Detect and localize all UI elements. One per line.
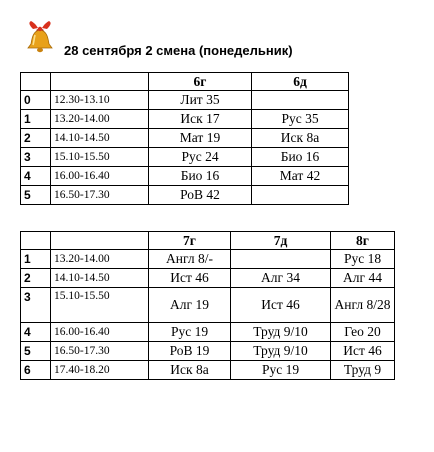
lesson-time: 16.50-17.30 bbox=[51, 342, 149, 361]
table-row bbox=[21, 250, 395, 269]
lesson-time: 13.20-14.00 bbox=[51, 110, 149, 129]
lesson-cell: Алг 19 bbox=[149, 288, 231, 323]
header-cell: 7д bbox=[231, 232, 331, 250]
table-row bbox=[21, 342, 395, 361]
page-title: 28 сентября 2 смена (понедельник) bbox=[64, 43, 293, 58]
table-header-row bbox=[21, 232, 395, 250]
lesson-cell: Труд 9/10 bbox=[231, 323, 331, 342]
lesson-number: 1 bbox=[21, 250, 51, 269]
lesson-cell: РоВ 19 bbox=[149, 342, 231, 361]
lesson-cell: Ист 46 bbox=[231, 288, 331, 323]
lesson-number: 4 bbox=[21, 167, 51, 186]
header-cell bbox=[51, 73, 149, 91]
table-row bbox=[21, 288, 395, 323]
lesson-cell bbox=[231, 250, 331, 269]
header-cell bbox=[21, 232, 51, 250]
lesson-cell: Труд 9/10 bbox=[231, 342, 331, 361]
lesson-time: 14.10-14.50 bbox=[51, 129, 149, 148]
lesson-cell: РоВ 42 bbox=[149, 186, 252, 205]
lesson-time: 12.30-13.10 bbox=[51, 91, 149, 110]
table-row bbox=[21, 186, 349, 205]
lesson-cell: Мат 19 bbox=[149, 129, 252, 148]
lesson-cell bbox=[252, 91, 349, 110]
table-row bbox=[21, 110, 349, 129]
header-cell: 6д bbox=[252, 73, 349, 91]
schedule-table-7-8 bbox=[20, 231, 395, 380]
lesson-cell: Рус 35 bbox=[252, 110, 349, 129]
lesson-cell: Лит 35 bbox=[149, 91, 252, 110]
lesson-time: 15.10-15.50 bbox=[51, 288, 149, 323]
lesson-time: 16.00-16.40 bbox=[51, 323, 149, 342]
lesson-number: 5 bbox=[21, 186, 51, 205]
header-cell bbox=[21, 73, 51, 91]
lesson-cell: Труд 9 bbox=[331, 361, 395, 380]
lesson-cell: Англ 8/28 bbox=[331, 288, 395, 323]
lesson-number: 1 bbox=[21, 110, 51, 129]
lesson-number: 0 bbox=[21, 91, 51, 110]
lesson-time: 16.00-16.40 bbox=[51, 167, 149, 186]
table-row bbox=[21, 361, 395, 380]
header-cell: 7г bbox=[149, 232, 231, 250]
table-row bbox=[21, 269, 395, 288]
lesson-cell: Ист 46 bbox=[149, 269, 231, 288]
bell-with-bow-icon bbox=[24, 20, 56, 56]
lesson-cell: Рус 19 bbox=[231, 361, 331, 380]
header-cell: 6г bbox=[149, 73, 252, 91]
lesson-time: 13.20-14.00 bbox=[51, 250, 149, 269]
lesson-number: 3 bbox=[21, 288, 51, 323]
schedule-table-6 bbox=[20, 72, 349, 205]
lesson-cell: Алг 44 bbox=[331, 269, 395, 288]
lesson-cell: Био 16 bbox=[252, 148, 349, 167]
lesson-cell: Рус 18 bbox=[331, 250, 395, 269]
lesson-number: 2 bbox=[21, 269, 51, 288]
lesson-time: 15.10-15.50 bbox=[51, 148, 149, 167]
lesson-number: 4 bbox=[21, 323, 51, 342]
table-row bbox=[21, 148, 349, 167]
table-header-row bbox=[21, 73, 349, 91]
table-row bbox=[21, 91, 349, 110]
lesson-number: 3 bbox=[21, 148, 51, 167]
lesson-cell bbox=[252, 186, 349, 205]
lesson-cell: Иск 17 bbox=[149, 110, 252, 129]
lesson-time: 17.40-18.20 bbox=[51, 361, 149, 380]
lesson-cell: Рус 24 bbox=[149, 148, 252, 167]
lesson-cell: Англ 8/- bbox=[149, 250, 231, 269]
lesson-cell: Мат 42 bbox=[252, 167, 349, 186]
lesson-cell: Ист 46 bbox=[331, 342, 395, 361]
table-row bbox=[21, 323, 395, 342]
header-cell bbox=[51, 232, 149, 250]
lesson-cell: Иск 8а bbox=[252, 129, 349, 148]
lesson-cell: Алг 34 bbox=[231, 269, 331, 288]
lesson-time: 16.50-17.30 bbox=[51, 186, 149, 205]
lesson-number: 5 bbox=[21, 342, 51, 361]
table-row bbox=[21, 129, 349, 148]
lesson-time: 14.10-14.50 bbox=[51, 269, 149, 288]
header-cell: 8г bbox=[331, 232, 395, 250]
lesson-cell: Био 16 bbox=[149, 167, 252, 186]
lesson-cell: Рус 19 bbox=[149, 323, 231, 342]
table-row bbox=[21, 167, 349, 186]
lesson-cell: Гео 20 bbox=[331, 323, 395, 342]
lesson-number: 6 bbox=[21, 361, 51, 380]
lesson-number: 2 bbox=[21, 129, 51, 148]
lesson-cell: Иск 8а bbox=[149, 361, 231, 380]
